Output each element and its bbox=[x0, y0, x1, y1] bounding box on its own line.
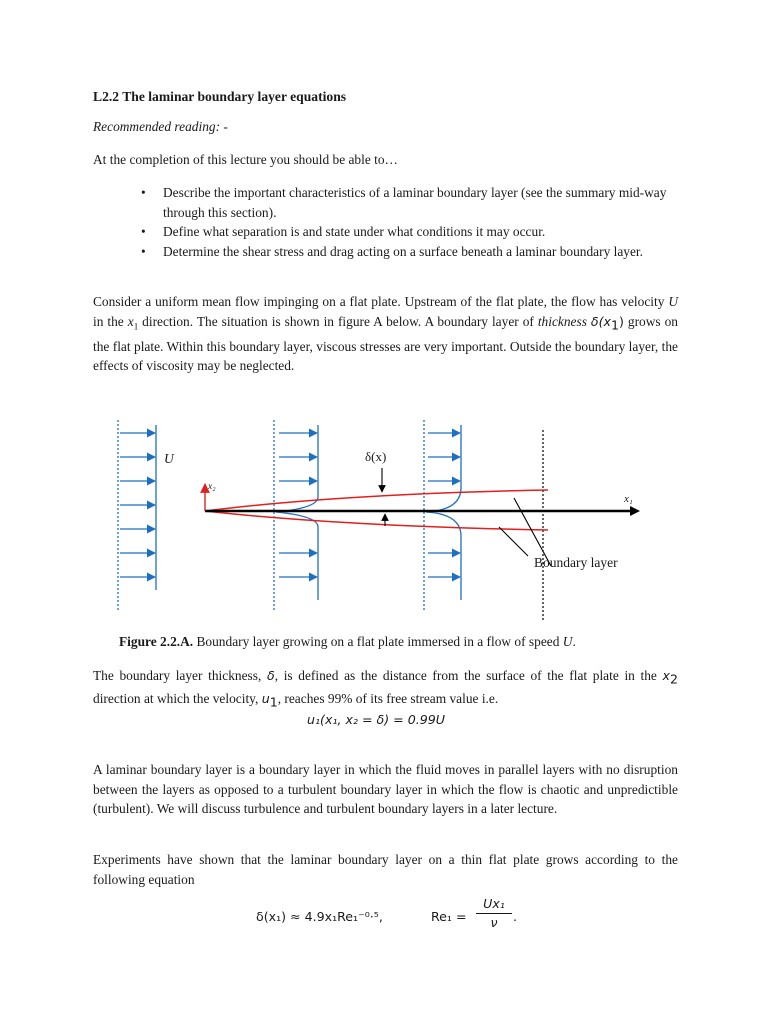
boundary-layer-figure bbox=[0, 410, 768, 620]
label-x1: x₁ bbox=[624, 493, 633, 505]
paragraph-laminar-definition: A laminar boundary layer is a boundary layer in which the fluid moves in parallel layers with no disruption between the layers as opposed to a turbulent boundary layer in which the flow is chaotic and unpredictible (turbulent). We will discuss turbulence and turbulent boundary layers in a later lecture. bbox=[93, 762, 678, 817]
reynolds-label: Re₁ = bbox=[431, 909, 467, 924]
boundary-layer-lower-edge bbox=[205, 511, 548, 530]
paragraph-flow-description: Consider a uniform mean flow impinging on a flat plate. Upstream of the flat plate, the flow has velocity U in the $x_1$ direction. The situation is shown in figure A below. A boundary layer of thickness $\delta(x_1)$ grows on the flat plate. Within this boundary layer, viscous stresses are very important. Outside the boundary layer, the effects of viscosity may be neglected. bbox=[93, 294, 678, 374]
label-U: U bbox=[164, 451, 174, 466]
objective-item: • Determine the shear stress and drag acting on a surface beneath a laminar boundary layer. bbox=[93, 242, 678, 262]
objectives-intro: At the completion of this lecture you should be able to… bbox=[93, 152, 398, 167]
objective-item: • Define what separation is and state under what conditions it may occur. bbox=[93, 222, 678, 242]
figure-caption: Figure 2.2.A. Boundary layer growing on a flat plate immersed in a flow of speed U. bbox=[119, 634, 576, 649]
recommended-reading: Recommended reading: - bbox=[93, 119, 228, 134]
equation-growth-law bbox=[256, 895, 556, 939]
fraction-denominator: ν bbox=[490, 915, 498, 930]
equation-period: . bbox=[513, 909, 518, 924]
reynolds-fraction bbox=[476, 895, 512, 932]
objective-item: • Describe the important characteristics of a laminar boundary layer (see the summary mid-way through this section). bbox=[93, 183, 678, 222]
mid-velocity-profile bbox=[276, 425, 318, 600]
upstream-velocity-profile bbox=[120, 425, 156, 590]
boundary-layer-pointer bbox=[499, 527, 528, 556]
objectives-list bbox=[93, 183, 678, 261]
label-delta: δ(x) bbox=[365, 449, 387, 464]
fraction-numerator: Ux₁ bbox=[476, 895, 512, 914]
equation-thickness-definition: u₁(x₁, x₂ = δ) = 0.99U bbox=[307, 712, 445, 727]
x1-axis-arrowhead bbox=[630, 506, 640, 516]
label-x2: x₂ bbox=[208, 482, 216, 492]
downstream-velocity-profile bbox=[426, 425, 461, 600]
equation-lhs: δ(x₁) ≈ 4.9x₁Re₁⁻⁰·⁵, bbox=[256, 909, 383, 924]
paragraph-growth-intro: Experiments have shown that the laminar boundary layer on a thin flat plate grows according to the following equation bbox=[93, 852, 678, 887]
paragraph-thickness-definition: The boundary layer thickness, δ, is defined as the distance from the surface of the flat plate in the $x_2$ direction at which the velocity, $u_1$, reaches 99% of its free stream value i.e. bbox=[93, 668, 679, 710]
section-heading: L2.2 The laminar boundary layer equations bbox=[93, 89, 347, 104]
label-boundary-layer: Boundary layer bbox=[534, 555, 618, 570]
boundary-layer-upper-edge bbox=[205, 490, 548, 511]
